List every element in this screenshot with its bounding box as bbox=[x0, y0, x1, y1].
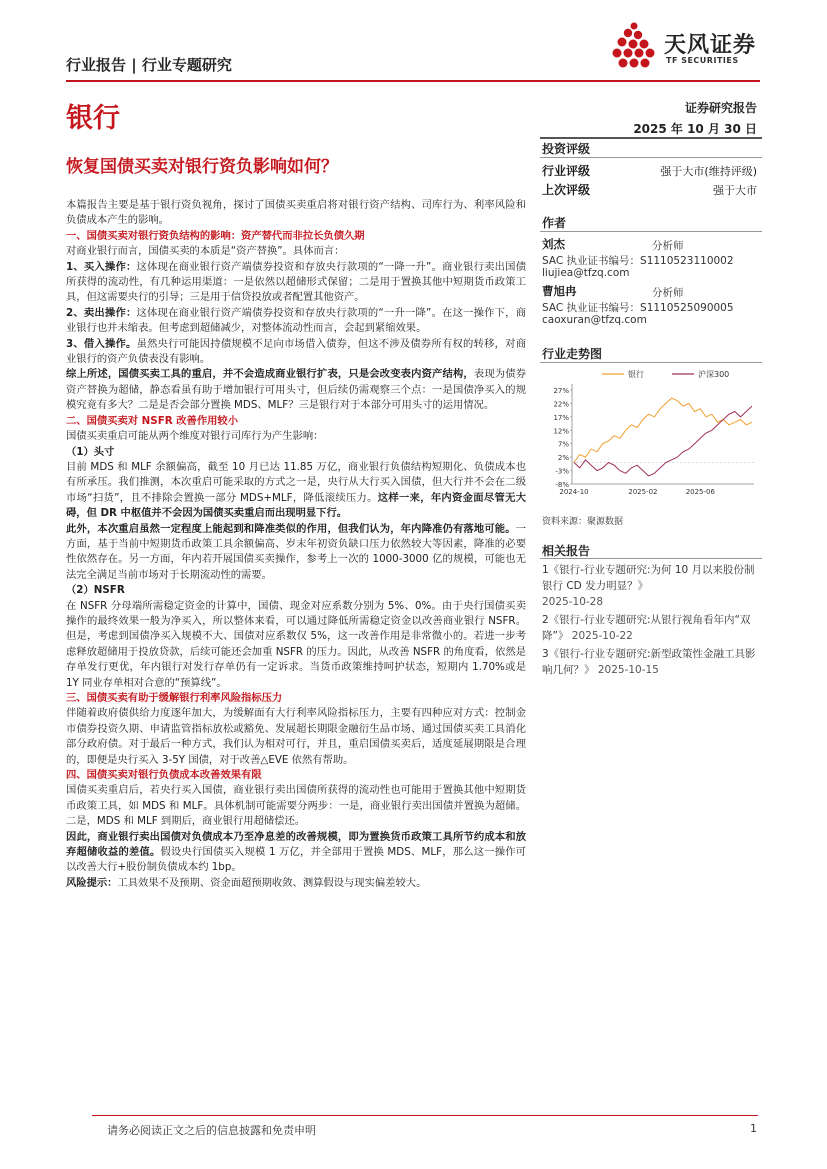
intro-paragraph: 本篇报告主要是基于银行资负视角，探讨了国债买卖重启将对银行资产结构、司库行为、利率风险和负债成本产生的影响。 bbox=[66, 199, 526, 227]
position-bold: 这样一来，年内资金面尽管无大碍，但 DR 中枢值并不会因为国债买卖重启而出现明显下行。 bbox=[66, 491, 526, 520]
rrr-cut-text: 一方面，基于当前中短期货币政策工具余额偏高、岁末年初资负缺口压力依然较大等因素，降准的必要性依然存在。另一方面，年内若开展国债买卖操作，参考上一次的 1000-3000 亿的规模，可能也无法完全满足当前市场对于长期流动性的需要。 bbox=[66, 522, 526, 581]
logo-chinese-text: 天风证券 bbox=[664, 33, 757, 58]
subheading-nsfr: （2）NSFR bbox=[66, 584, 125, 597]
chart-section-title: 行业走势图 bbox=[542, 347, 603, 361]
chart-source: 资料来源：聚源数据 bbox=[542, 517, 624, 527]
y-tick-label: 7% bbox=[557, 440, 569, 449]
section-1-summary bbox=[66, 367, 526, 413]
related-report-title[interactable]: 3《银行-行业专题研究:新型政策性金融工具影响几何？》 bbox=[542, 648, 756, 676]
x-tick-label: 2024-10 bbox=[559, 488, 589, 496]
position-paragraph bbox=[66, 460, 526, 522]
footer-divider bbox=[92, 1115, 758, 1116]
authors-rule bbox=[540, 231, 762, 232]
company-logo bbox=[612, 22, 762, 70]
borrow-operation-text: 虽然央行可能因持债规模不足向市场借入债券，但这不涉及债券所有权的转移，对商业银行的资产负债表没有影响。 bbox=[66, 337, 527, 366]
series-line-csi300 bbox=[574, 406, 752, 476]
report-title: 恢复国债买卖对银行资负影响如何？ bbox=[66, 157, 338, 177]
section-3-paragraph: 伴随着政府债供给力度逐年加大，为缓解面有大行利率风险指标压力，主要有四种应对方式：控制金市债券投资久期、申请监管指标放松或豁免、发展超长期限金融衍生品市场、通过国债买卖工具消化部分政府债。对于最后一种方式，我们认为相对可行，并且，重启国债买卖后，适度延展期限是合理的，即便是央行买入 3-5Y 国债，对于改善△EVE 依然有帮助。 bbox=[66, 707, 526, 766]
y-tick-label: 27% bbox=[553, 387, 569, 395]
y-tick-label: 12% bbox=[553, 427, 569, 436]
related-section-title: 相关报告 bbox=[542, 544, 591, 558]
summary-text: 表现为债券资产替换为超储，静态看虽有助于增加银行可用头寸，但后续仍需观察三个点：一是国债净买入的规模究竟有多大？二是是否会部分置换 MDS、MLF？三是银行对于本部分可用头寸的运用情况。 bbox=[66, 368, 527, 412]
related-rule bbox=[540, 558, 762, 559]
chart-svg bbox=[540, 362, 762, 502]
author-role: 分析师 bbox=[652, 240, 684, 252]
series-line-bank bbox=[574, 398, 752, 462]
section-1-heading: 一、国债买卖对银行资负结构的影响：资产替代而非拉长负债久期 bbox=[66, 229, 365, 242]
industry-rating-value: 强于大市(维持评级) bbox=[660, 165, 757, 178]
buy-operation-paragraph bbox=[66, 260, 526, 306]
conclusion-text: 假设央行国债买入规模 1 万亿，并全部用于置换 MDS、MLF，那么这一操作可以改善大行+股份制负债成本约 1bp。 bbox=[66, 846, 526, 874]
subheading-position: （1）头寸 bbox=[66, 445, 115, 458]
footer-disclaimer: 请务必阅读正文之后的信息披露和免责申明 bbox=[107, 1124, 316, 1137]
author-email[interactable]: liujiea@tfzq.com bbox=[542, 267, 630, 279]
section-4-heading: 四、国债买卖对银行负债成本改善效果有限 bbox=[66, 769, 262, 782]
page-number: 1 bbox=[750, 1122, 757, 1135]
legend-label: 沪深300 bbox=[698, 370, 730, 379]
author-role: 分析师 bbox=[652, 287, 684, 299]
industry-rating-label: 行业评级 bbox=[542, 164, 591, 178]
x-tick-label: 2025-02 bbox=[628, 488, 658, 496]
legend-label: 银行 bbox=[628, 370, 644, 379]
related-report-date: 2025-10-28 bbox=[542, 596, 604, 608]
related-reports-list bbox=[542, 562, 762, 680]
report-category: 行业报告 | 行业专题研究 bbox=[66, 56, 232, 74]
y-tick-label: 22% bbox=[553, 400, 569, 409]
main-body bbox=[66, 198, 526, 891]
borrow-operation-paragraph bbox=[66, 337, 526, 368]
logo-english-text: TF SECURITIES bbox=[666, 56, 739, 65]
section-1-paragraph: 对商业银行而言，国债买卖的本质是“资产替换”。具体而言： bbox=[66, 245, 345, 258]
rating-top-rule bbox=[540, 137, 762, 139]
nsfr-paragraph: 在 NSFR 分母端所需稳定资金的计算中，国债、现金对应系数分别为 5%、0%。由于央行国债买卖操作的最终效果一般为净买入，所以整体来看，可以通过降低所需稳定资金以改善商业银行 NSFR。但是，考虑到国债净买入规模不大、国债对应系数仅 5%，这一改善作用是非常微小的。若进一步考虑释放超储用于投放贷款，后续可能还会加重 NSFR 的压力。因此，从改善 NSFR 的角度看，依然是存单发行更优，年内银行对发行存单仍有一定诉求。当货币政策维持呵护状态，短期内 1.70%或是 1Y 同业存单相对合意的“预算线”。 bbox=[66, 599, 526, 689]
report-date: 2025 年 10 月 30 日 bbox=[633, 122, 757, 136]
author-name: 曹旭冉 bbox=[542, 284, 577, 298]
related-report-date: 2025-10-22 bbox=[571, 630, 633, 642]
author-sac: SAC 执业证书编号：S1110523110002 bbox=[542, 255, 734, 267]
position-text: 目前 MDS 和 MLF 余额偏高，截至 10 月已达 11.85 万亿，商业银行负债结构短期化、负债成本也有所承压。我们推测，本次重启可能采取的方式之一是，央行从大行买入国债，但大行并不会在二级市场“扫货”，且不排除会置换一部分 MDS+MLF，降低滚续压力。 bbox=[66, 460, 526, 504]
summary-bold: 综上所述，国债买卖工具的重启，并不会造成商业银行扩表，只是会改变表内资产结构， bbox=[66, 368, 474, 381]
risk-label: 风险提示： bbox=[66, 876, 118, 889]
previous-rating-label: 上次评级 bbox=[542, 183, 591, 197]
related-report-item[interactable] bbox=[542, 612, 762, 644]
report-type: 证券研究报告 bbox=[684, 101, 757, 115]
rating-section-title: 投资评级 bbox=[542, 142, 591, 156]
y-tick-label: -8% bbox=[555, 481, 569, 489]
y-tick-label: 2% bbox=[557, 454, 569, 463]
logo-mark-icon bbox=[612, 22, 662, 70]
sell-operation-paragraph bbox=[66, 306, 526, 337]
sell-operation-text: 这体现在商业银行资产端债券投资和存放央行款项的“一升一降”。在这一操作下，商业银行也并未缩表。但考虑到超储减少，对整体流动性而言，会起到紧缩效果。 bbox=[66, 306, 527, 335]
author-sac: SAC 执业证书编号：S1110525090005 bbox=[542, 302, 734, 314]
y-tick-label: -3% bbox=[555, 467, 569, 476]
rrr-cut-bold: 此外，本次重启虽然一定程度上能起到和降准类似的作用，但我们认为，年内降准仍有落地可能。 bbox=[66, 522, 516, 535]
related-report-item[interactable] bbox=[542, 562, 762, 610]
authors-section-title: 作者 bbox=[542, 216, 567, 230]
rating-rule bbox=[540, 157, 762, 158]
buy-operation-text: 这体现在商业银行资产端债券投资和存放央行款项的“一降一升”。商业银行卖出国债所获得的流动性，有几种运用渠道：一是依然以超储形式保留；二是用于置换其他中短期货币政策工具，但这需要央行的引导；三是用于信贷投放或者配置其他资产。 bbox=[66, 260, 527, 304]
section-4-conclusion bbox=[66, 830, 526, 876]
risk-text: 工具效果不及预期、资金面超预期收敛、测算假设与现实偏差较大。 bbox=[117, 876, 427, 889]
author-name: 刘杰 bbox=[542, 237, 565, 251]
sell-operation-label: 2、卖出操作： bbox=[66, 306, 137, 319]
section-3-heading: 三、国债买卖有助于缓解银行利率风险指标压力 bbox=[66, 692, 283, 704]
x-tick-label: 2025-06 bbox=[685, 488, 715, 496]
header-divider bbox=[66, 80, 760, 82]
y-tick-label: 17% bbox=[553, 413, 569, 422]
conclusion-bold: 因此，商业银行卖出国债对负债成本乃至净息差的改善规模，即为置换货币政策工具所节约成本和放弃超储收益的差值。 bbox=[66, 830, 526, 859]
section-2-paragraph: 国债买卖重启可能从两个维度对银行司库行为产生影响： bbox=[66, 430, 324, 443]
related-report-title[interactable]: 1《银行-行业专题研究:为何 10 月以来股份制银行 CD 发力明显？》 bbox=[542, 564, 755, 592]
industry-trend-chart bbox=[540, 362, 762, 502]
borrow-operation-label: 3、借入操作。 bbox=[66, 337, 137, 350]
risk-warning bbox=[66, 876, 526, 891]
section-2-heading: 二、国债买卖对 NSFR 改善作用较小 bbox=[66, 414, 239, 427]
sector-title: 银行 bbox=[66, 103, 120, 134]
related-report-title[interactable]: 2《银行-行业专题研究:从银行视角看年内“双降”》 bbox=[542, 614, 751, 642]
section-4-paragraph: 国债买卖重启后，若央行买入国债，商业银行卖出国债所获得的流动性也可能用于置换其他中短期货币政策工具，如 MDS 和 MLF。具体机制可能需要分两步：一是，商业银行卖出国债并置换为超储。二是，MDS 和 MLF 到期后，商业银行用超储偿还。 bbox=[66, 784, 526, 828]
related-report-item[interactable] bbox=[542, 646, 762, 678]
buy-operation-label: 1、买入操作： bbox=[66, 260, 137, 273]
rrr-cut-paragraph bbox=[66, 522, 526, 584]
related-report-date: 2025-10-15 bbox=[597, 664, 659, 676]
previous-rating-value: 强于大市 bbox=[713, 184, 757, 197]
author-email[interactable]: caoxuran@tfzq.com bbox=[542, 314, 647, 326]
